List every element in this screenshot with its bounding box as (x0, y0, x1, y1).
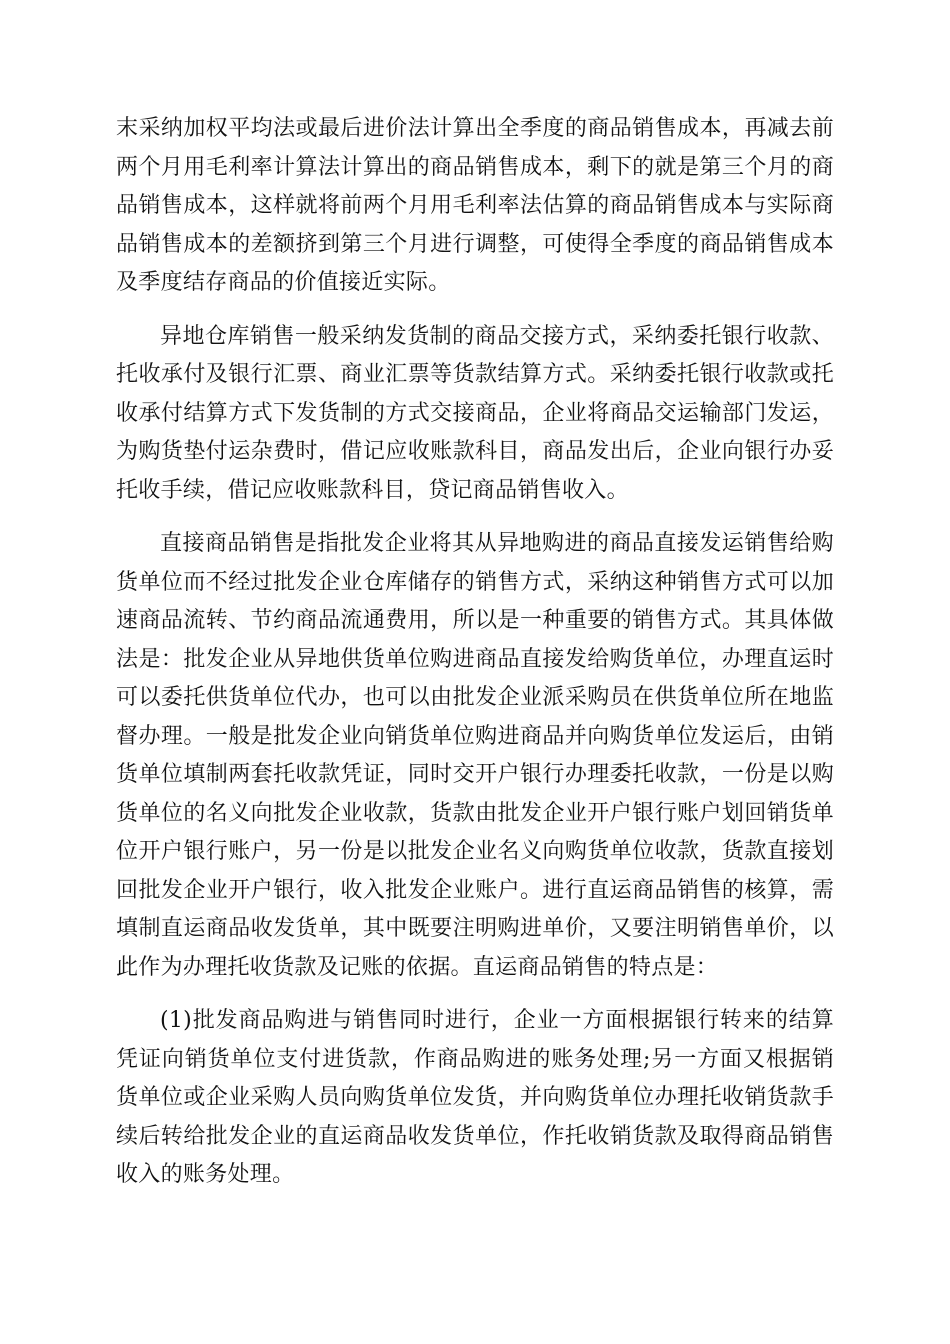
paragraph-feature-1: (1)批发商品购进与销售同时进行，企业一方面根据银行转来的结算凭证向销货单位支付进货款，作商品购进的账务处理;另一方面又根据销货单位或企业采购人员向购货单位发货，并向购货单位办理托收销货款手续后转给批发企业的直运商品收发货单位，作托收销货款及取得商品销售收入的账务处理。 (116, 1008, 834, 1187)
paragraph-continuation: 末采纳加权平均法或最后进价法计算出全季度的商品销售成本，再减去前两个月用毛利率计算法计算出的商品销售成本，剩下的就是第三个月的商品销售成本，这样就将前两个月用毛利率法估算的商品销售成本与实际商品销售成本的差额挤到第三个月进行调整，可使得全季度的商品销售成本及季度结存商品的价值接近实际。 (116, 116, 834, 295)
paragraph-remote-warehouse-sales: 异地仓库销售一般采纳发货制的商品交接方式，采纳委托银行收款、托收承付及银行汇票、商业汇票等货款结算方式。采纳委托银行收款或托收承付结算方式下发货制的方式交接商品，企业将商品交运输部门发运，为购货垫付运杂费时，借记应收账款科目，商品发出后，企业向银行办妥托收手续，借记应收账款科目，贷记商品销售收入。 (116, 323, 834, 503)
paragraph-direct-sales: 直接商品销售是指批发企业将其从异地购进的商品直接发运销售给购货单位而不经过批发企业仓库储存的销售方式，采纳这种销售方式可以加速商品流转、节约商品流通费用，所以是一种重要的销售方式。其具体做法是：批发企业从异地供货单位购进商品直接发给购货单位，办理直运时可以委托供货单位代办，也可以由批发企业派采购员在供货单位所在地监督办理。一般是批发企业向销货单位购进商品并向购货单位发运后，由销货单位填制两套托收款凭证，同时交开户银行办理委托收款，一份是以购货单位的名义向批发企业收款，货款由批发企业开户银行账户划回销货单位开户银行账户，另一份是以批发企业名义向购货单位收款，货款直接划回批发企业开户银行，收入批发企业账户。进行直运商品销售的核算，需填制直运商品收发货单，其中既要注明购进单价，又要注明销售单价，以此作为办理托收货款及记账的依据。直运商品销售的特点是： (116, 531, 834, 980)
document-body (116, 110, 834, 1195)
